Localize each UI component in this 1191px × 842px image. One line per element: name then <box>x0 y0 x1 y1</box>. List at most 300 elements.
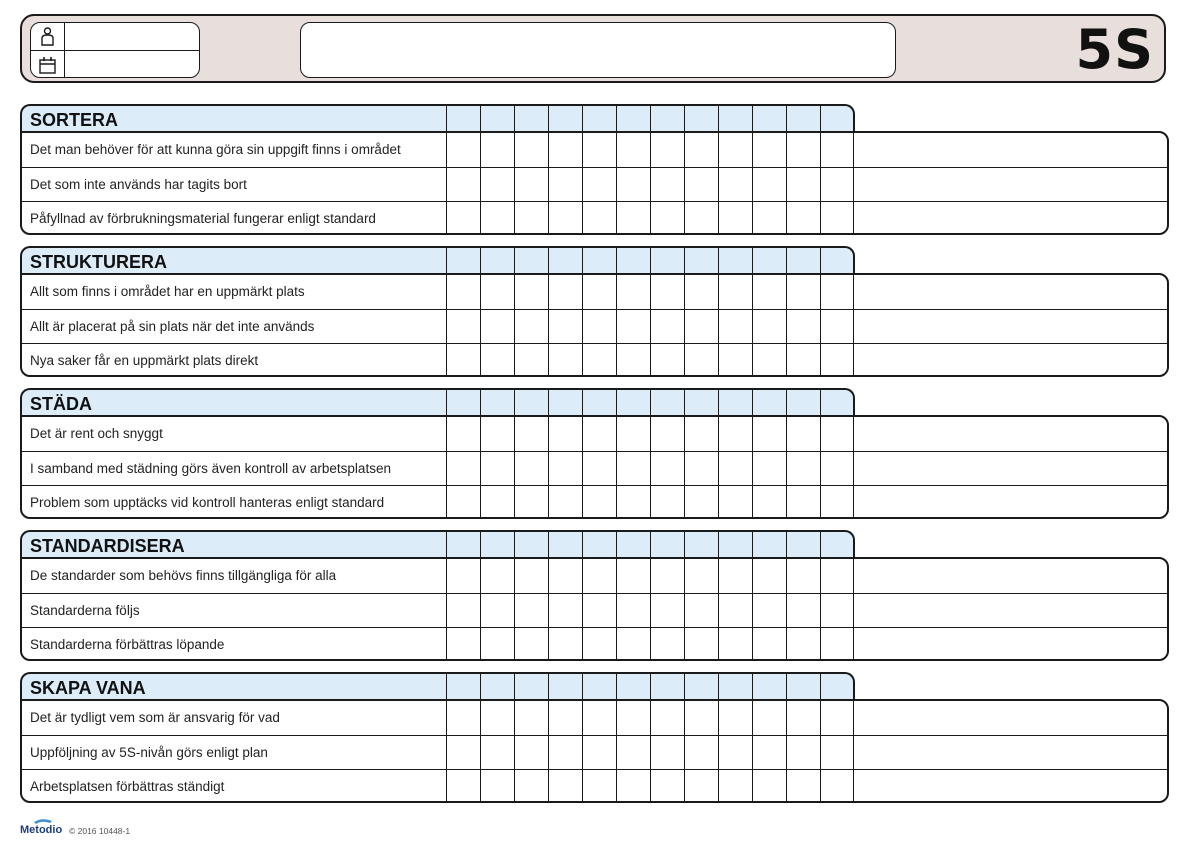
score-cell[interactable] <box>480 417 514 451</box>
header-cell <box>582 248 616 274</box>
score-cell[interactable] <box>684 559 718 593</box>
checklist-row <box>22 417 1167 451</box>
score-cell[interactable] <box>820 736 854 770</box>
score-cell[interactable] <box>446 168 480 202</box>
score-cell[interactable] <box>548 133 582 167</box>
score-cell[interactable] <box>480 452 514 486</box>
score-cell[interactable] <box>786 310 820 344</box>
header-bar <box>20 14 1166 83</box>
score-cell[interactable] <box>616 594 650 628</box>
header-cell <box>480 390 514 416</box>
score-cell[interactable] <box>514 168 548 202</box>
score-cell[interactable] <box>752 559 786 593</box>
score-cell[interactable] <box>446 344 480 377</box>
header-cell <box>616 390 650 416</box>
checklist-item-text: Arbetsplatsen förbättras ständigt <box>30 779 225 794</box>
score-cell[interactable] <box>616 344 650 377</box>
score-cell[interactable] <box>514 486 548 519</box>
header-cell <box>548 106 582 132</box>
checklist-item-text: I samband med städning görs även kontroll av arbetsplatsen <box>30 461 391 476</box>
score-cell[interactable] <box>446 275 480 309</box>
header-cell <box>650 532 684 558</box>
section-body <box>20 557 1169 661</box>
score-cell[interactable] <box>650 452 684 486</box>
score-cell[interactable] <box>820 628 854 661</box>
score-cell[interactable] <box>446 452 480 486</box>
score-cell[interactable] <box>446 202 480 235</box>
score-cell[interactable] <box>548 736 582 770</box>
owner-field[interactable] <box>65 23 199 50</box>
score-cell[interactable] <box>650 486 684 519</box>
score-cell[interactable] <box>752 701 786 735</box>
checklist-section <box>20 388 1170 520</box>
checklist-section <box>20 246 1170 378</box>
header-cell <box>718 532 752 558</box>
score-cell[interactable] <box>446 133 480 167</box>
score-cell[interactable] <box>446 559 480 593</box>
score-cell[interactable] <box>684 202 718 235</box>
score-cell[interactable] <box>548 310 582 344</box>
comment-cell[interactable] <box>855 133 1167 166</box>
score-cell[interactable] <box>684 594 718 628</box>
score-cell[interactable] <box>684 628 718 661</box>
score-cell[interactable] <box>548 275 582 309</box>
section-title: STRUKTURERA <box>30 252 167 272</box>
score-cell[interactable] <box>718 310 752 344</box>
score-cell[interactable] <box>514 310 548 344</box>
score-cell[interactable] <box>752 202 786 235</box>
header-cell <box>548 532 582 558</box>
header-cell <box>684 390 718 416</box>
score-cell[interactable] <box>786 701 820 735</box>
score-cell[interactable] <box>446 594 480 628</box>
score-cell[interactable] <box>582 594 616 628</box>
score-cell[interactable] <box>514 202 548 235</box>
score-cell[interactable] <box>548 701 582 735</box>
header-cell <box>718 390 752 416</box>
score-cell[interactable] <box>650 628 684 661</box>
score-cell[interactable] <box>650 559 684 593</box>
score-cell[interactable] <box>582 168 616 202</box>
checklist-row <box>22 485 1167 519</box>
score-cell[interactable] <box>548 770 582 803</box>
checklist-row <box>22 769 1167 803</box>
score-cell[interactable] <box>480 202 514 235</box>
score-cell[interactable] <box>718 202 752 235</box>
score-cell[interactable] <box>616 202 650 235</box>
header-cell <box>582 106 616 132</box>
checklist-section <box>20 530 1170 662</box>
score-cell[interactable] <box>582 559 616 593</box>
comment-cell[interactable] <box>855 344 1167 377</box>
score-cell[interactable] <box>786 486 820 519</box>
score-cell[interactable] <box>820 417 854 451</box>
score-cell[interactable] <box>582 701 616 735</box>
score-cell[interactable] <box>684 168 718 202</box>
score-cell[interactable] <box>718 486 752 519</box>
score-cell[interactable] <box>650 770 684 803</box>
score-cell[interactable] <box>548 417 582 451</box>
section-header <box>20 246 855 274</box>
area-name-field[interactable] <box>300 22 896 78</box>
header-cell <box>480 532 514 558</box>
header-cell <box>718 248 752 274</box>
score-cell[interactable] <box>752 736 786 770</box>
header-cell <box>514 248 548 274</box>
score-cell[interactable] <box>650 344 684 377</box>
score-cell[interactable] <box>582 486 616 519</box>
date-field[interactable] <box>65 51 199 77</box>
score-cell[interactable] <box>446 417 480 451</box>
section-header <box>20 104 855 132</box>
score-cell[interactable] <box>514 452 548 486</box>
score-cell[interactable] <box>650 736 684 770</box>
checklist-item-text: Allt som finns i området har en uppmärkt plats <box>30 284 305 299</box>
comment-cell[interactable] <box>855 701 1167 734</box>
header-cell <box>684 106 718 132</box>
score-cell[interactable] <box>684 770 718 803</box>
comment-cell[interactable] <box>855 202 1167 235</box>
score-cell[interactable] <box>752 133 786 167</box>
score-cell[interactable] <box>718 559 752 593</box>
score-cell[interactable] <box>684 133 718 167</box>
score-cell[interactable] <box>582 770 616 803</box>
score-cell[interactable] <box>820 133 854 167</box>
score-cell[interactable] <box>684 344 718 377</box>
score-cell[interactable] <box>718 736 752 770</box>
score-cell[interactable] <box>548 344 582 377</box>
score-cell[interactable] <box>786 344 820 377</box>
score-cell[interactable] <box>514 344 548 377</box>
header-cell <box>582 532 616 558</box>
header-cell <box>514 390 548 416</box>
score-cell[interactable] <box>752 417 786 451</box>
score-cell[interactable] <box>786 559 820 593</box>
header-cell <box>752 532 786 558</box>
score-cell[interactable] <box>820 559 854 593</box>
section-body <box>20 273 1169 377</box>
checklist-row <box>22 201 1167 235</box>
score-cell[interactable] <box>718 417 752 451</box>
checklist-item-text: Nya saker får en uppmärkt plats direkt <box>30 353 259 368</box>
header-cell <box>582 390 616 416</box>
score-cell[interactable] <box>718 168 752 202</box>
header-cell <box>820 674 854 700</box>
checklist-section <box>20 104 1170 236</box>
score-cell[interactable] <box>616 168 650 202</box>
score-cell[interactable] <box>616 310 650 344</box>
score-cell[interactable] <box>616 133 650 167</box>
score-cell[interactable] <box>548 202 582 235</box>
header-cell <box>582 674 616 700</box>
score-cell[interactable] <box>480 275 514 309</box>
checklist-item-text: Uppföljning av 5S-nivån görs enligt plan <box>30 745 268 760</box>
score-cell[interactable] <box>684 275 718 309</box>
section-body <box>20 415 1169 519</box>
header-cell <box>616 248 650 274</box>
score-cell[interactable] <box>446 486 480 519</box>
score-cell[interactable] <box>480 701 514 735</box>
header-cell <box>786 248 820 274</box>
section-title: STÄDA <box>30 394 92 414</box>
header-cell <box>480 248 514 274</box>
checklist-item-text: Det man behöver för att kunna göra sin uppgift finns i området <box>30 142 401 157</box>
header-cell <box>684 674 718 700</box>
header-cell <box>548 674 582 700</box>
score-cell[interactable] <box>446 310 480 344</box>
checklist-row <box>22 451 1167 486</box>
header-cell <box>684 248 718 274</box>
comment-cell[interactable] <box>855 486 1167 519</box>
score-cell[interactable] <box>786 628 820 661</box>
score-cell[interactable] <box>582 310 616 344</box>
owner-date-box <box>30 22 200 78</box>
score-cell[interactable] <box>752 275 786 309</box>
section-header <box>20 672 855 700</box>
score-cell[interactable] <box>684 417 718 451</box>
header-cell <box>752 248 786 274</box>
score-cell[interactable] <box>480 486 514 519</box>
section-header <box>20 388 855 416</box>
comment-cell[interactable] <box>855 770 1167 803</box>
score-cell[interactable] <box>718 452 752 486</box>
score-cell[interactable] <box>616 275 650 309</box>
checklist-item-text: Standarderna följs <box>30 603 140 618</box>
score-cell[interactable] <box>820 202 854 235</box>
score-cell[interactable] <box>616 486 650 519</box>
score-cell[interactable] <box>480 344 514 377</box>
score-cell[interactable] <box>616 417 650 451</box>
score-cell[interactable] <box>480 770 514 803</box>
score-cell[interactable] <box>718 628 752 661</box>
checklist-row <box>22 167 1167 202</box>
score-cell[interactable] <box>650 701 684 735</box>
checklist-item-text: Det som inte används har tagits bort <box>30 177 247 192</box>
score-cell[interactable] <box>718 275 752 309</box>
score-cell[interactable] <box>514 628 548 661</box>
score-cell[interactable] <box>820 594 854 628</box>
comment-cell[interactable] <box>855 736 1167 769</box>
score-cell[interactable] <box>786 452 820 486</box>
score-cell[interactable] <box>582 202 616 235</box>
score-cell[interactable] <box>786 594 820 628</box>
score-cell[interactable] <box>752 486 786 519</box>
person-icon <box>39 27 56 47</box>
header-cell <box>616 674 650 700</box>
score-cell[interactable] <box>752 594 786 628</box>
score-cell[interactable] <box>582 417 616 451</box>
score-cell[interactable] <box>684 452 718 486</box>
comment-cell[interactable] <box>855 594 1167 627</box>
score-cell[interactable] <box>786 275 820 309</box>
header-cell <box>786 674 820 700</box>
header-cell <box>786 390 820 416</box>
score-cell[interactable] <box>446 736 480 770</box>
comment-cell[interactable] <box>855 452 1167 485</box>
checklist-row <box>22 593 1167 628</box>
score-cell[interactable] <box>514 701 548 735</box>
copyright: © 2016 10448-1 <box>69 826 131 836</box>
score-cell[interactable] <box>480 559 514 593</box>
score-cell[interactable] <box>548 628 582 661</box>
score-cell[interactable] <box>616 452 650 486</box>
score-cell[interactable] <box>684 701 718 735</box>
header-cell <box>548 390 582 416</box>
header-cell <box>650 106 684 132</box>
comment-cell[interactable] <box>855 310 1167 343</box>
score-cell[interactable] <box>446 701 480 735</box>
score-cell[interactable] <box>786 133 820 167</box>
header-cell <box>616 532 650 558</box>
score-cell[interactable] <box>752 770 786 803</box>
brand-title: 5S <box>1075 18 1154 81</box>
score-cell[interactable] <box>684 310 718 344</box>
comment-cell[interactable] <box>855 628 1167 661</box>
score-cell[interactable] <box>514 770 548 803</box>
score-cell[interactable] <box>616 701 650 735</box>
checklist-row <box>22 627 1167 661</box>
header-cell <box>446 532 480 558</box>
score-cell[interactable] <box>820 701 854 735</box>
header-cell <box>446 106 480 132</box>
score-cell[interactable] <box>548 594 582 628</box>
score-cell[interactable] <box>786 770 820 803</box>
score-cell[interactable] <box>480 168 514 202</box>
score-cell[interactable] <box>616 736 650 770</box>
comment-cell[interactable] <box>855 559 1167 592</box>
score-cell[interactable] <box>514 417 548 451</box>
score-cell[interactable] <box>446 628 480 661</box>
header-cell <box>650 674 684 700</box>
score-cell[interactable] <box>718 344 752 377</box>
header-cell <box>752 674 786 700</box>
score-cell[interactable] <box>820 486 854 519</box>
score-cell[interactable] <box>786 736 820 770</box>
header-cell <box>820 532 854 558</box>
score-cell[interactable] <box>752 310 786 344</box>
score-cell[interactable] <box>820 168 854 202</box>
calendar-icon <box>39 55 56 75</box>
score-cell[interactable] <box>718 770 752 803</box>
score-cell[interactable] <box>820 452 854 486</box>
score-cell[interactable] <box>786 202 820 235</box>
score-cell[interactable] <box>718 594 752 628</box>
section-title: SKAPA VANA <box>30 678 146 698</box>
checklist-item-text: Det är rent och snyggt <box>30 426 163 441</box>
checklist-item-text: Påfyllnad av förbrukningsmaterial fungerar enligt standard <box>30 211 376 226</box>
checklist-item-text: Problem som upptäcks vid kontroll hanteras enligt standard <box>30 495 385 510</box>
score-cell[interactable] <box>752 628 786 661</box>
score-cell[interactable] <box>582 133 616 167</box>
score-cell[interactable] <box>548 168 582 202</box>
header-cell <box>820 248 854 274</box>
checklist-section <box>20 672 1170 804</box>
score-cell[interactable] <box>684 486 718 519</box>
checklist-item-text: Det är tydligt vem som är ansvarig för vad <box>30 710 280 725</box>
score-cell[interactable] <box>616 770 650 803</box>
header-cell <box>650 248 684 274</box>
score-cell[interactable] <box>514 559 548 593</box>
score-cell[interactable] <box>582 452 616 486</box>
score-cell[interactable] <box>514 594 548 628</box>
score-cell[interactable] <box>548 452 582 486</box>
score-cell[interactable] <box>786 417 820 451</box>
header-cell <box>446 248 480 274</box>
header-cell <box>718 674 752 700</box>
header-cell <box>480 106 514 132</box>
score-cell[interactable] <box>616 628 650 661</box>
score-cell[interactable] <box>718 701 752 735</box>
header-cell <box>752 390 786 416</box>
header-cell <box>446 390 480 416</box>
score-cell[interactable] <box>582 275 616 309</box>
score-cell[interactable] <box>786 168 820 202</box>
score-cell[interactable] <box>650 594 684 628</box>
header-cell <box>786 532 820 558</box>
checklist-row <box>22 133 1167 167</box>
header-cell <box>820 390 854 416</box>
section-title: SORTERA <box>30 110 119 130</box>
header-cell <box>616 106 650 132</box>
score-cell[interactable] <box>582 344 616 377</box>
score-cell[interactable] <box>752 452 786 486</box>
score-cell[interactable] <box>650 417 684 451</box>
header-cell <box>514 532 548 558</box>
score-cell[interactable] <box>480 594 514 628</box>
score-cell[interactable] <box>514 736 548 770</box>
score-cell[interactable] <box>718 133 752 167</box>
score-cell[interactable] <box>752 344 786 377</box>
checklist-item-text: Standarderna förbättras löpande <box>30 637 225 652</box>
score-cell[interactable] <box>684 736 718 770</box>
header-cell <box>548 248 582 274</box>
logo-text: Metodio <box>20 824 63 836</box>
score-cell[interactable] <box>820 344 854 377</box>
comment-cell[interactable] <box>855 417 1167 450</box>
score-cell[interactable] <box>514 275 548 309</box>
score-cell[interactable] <box>616 559 650 593</box>
score-cell[interactable] <box>820 310 854 344</box>
score-cell[interactable] <box>650 275 684 309</box>
score-cell[interactable] <box>446 770 480 803</box>
checklist-item-text: De standarder som behövs finns tillgängliga för alla <box>30 568 337 583</box>
header-cell <box>446 674 480 700</box>
comment-cell[interactable] <box>855 168 1167 201</box>
score-cell[interactable] <box>480 133 514 167</box>
score-cell[interactable] <box>582 736 616 770</box>
score-cell[interactable] <box>650 310 684 344</box>
score-cell[interactable] <box>480 628 514 661</box>
score-cell[interactable] <box>752 168 786 202</box>
score-cell[interactable] <box>548 486 582 519</box>
comment-cell[interactable] <box>855 275 1167 308</box>
score-cell[interactable] <box>650 168 684 202</box>
score-cell[interactable] <box>480 736 514 770</box>
score-cell[interactable] <box>820 770 854 803</box>
header-cell <box>480 674 514 700</box>
score-cell[interactable] <box>480 310 514 344</box>
score-cell[interactable] <box>650 133 684 167</box>
score-cell[interactable] <box>650 202 684 235</box>
header-cell <box>650 390 684 416</box>
score-cell[interactable] <box>820 275 854 309</box>
section-title: STANDARDISERA <box>30 536 185 556</box>
score-cell[interactable] <box>514 133 548 167</box>
section-body <box>20 131 1169 235</box>
score-cell[interactable] <box>548 559 582 593</box>
checklist-row <box>22 343 1167 377</box>
score-cell[interactable] <box>582 628 616 661</box>
